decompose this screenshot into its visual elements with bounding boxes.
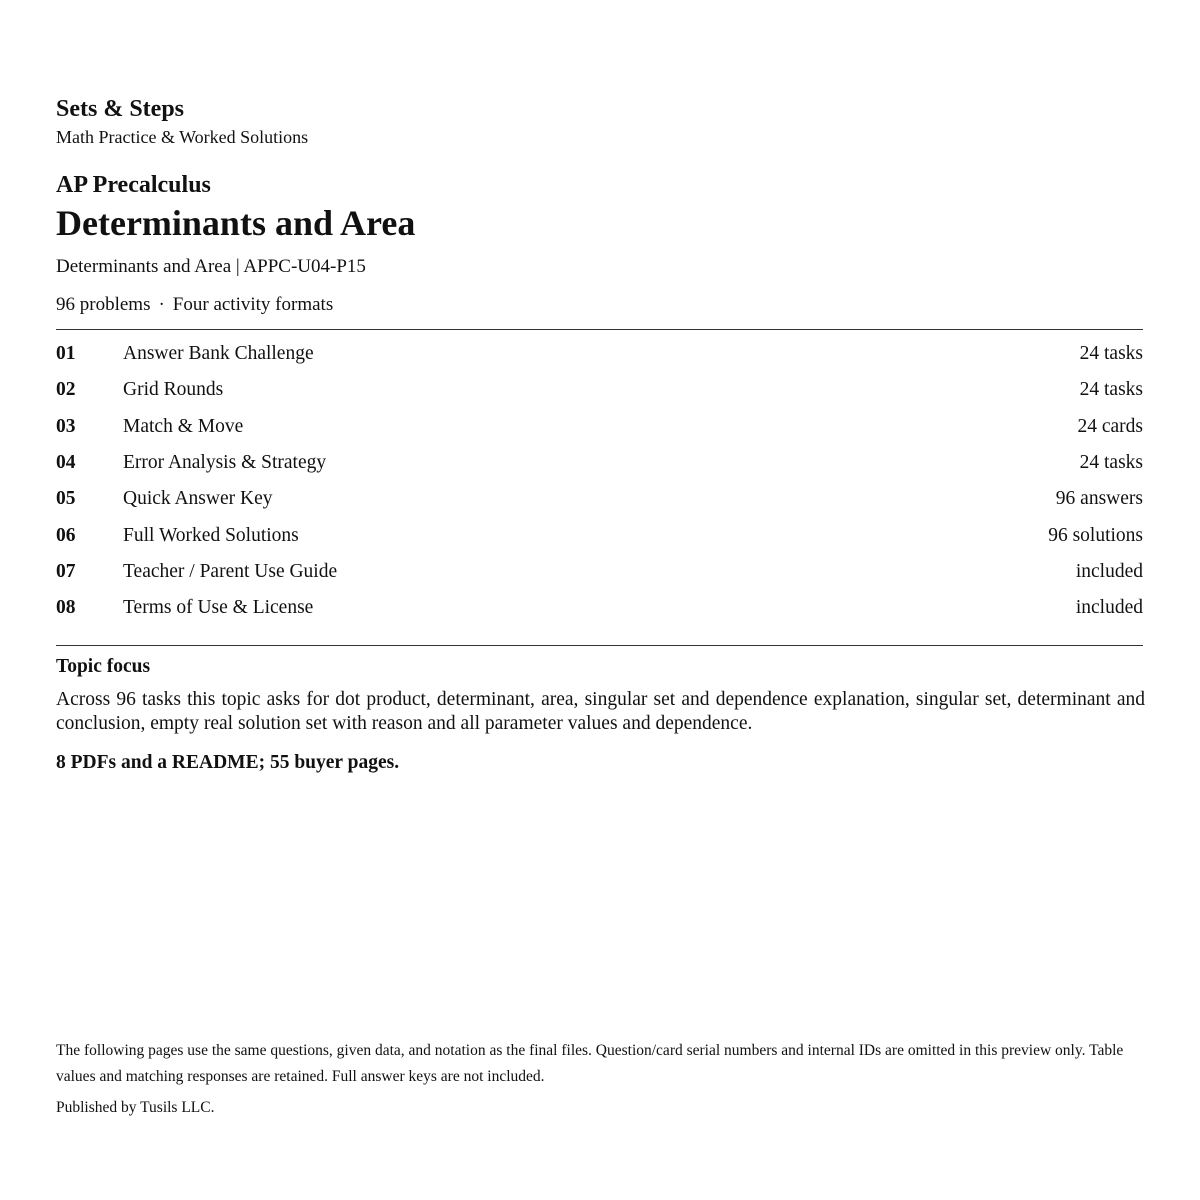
brand-name: Sets & Steps [56,96,185,122]
contents-number: 08 [56,597,76,619]
contents-number: 07 [56,560,76,582]
contents-count: included [1075,597,1143,619]
contents-label: Terms of Use & License [123,597,314,619]
contents-count: included [1075,560,1143,582]
contents-row [56,445,1143,481]
publisher-line: Published by Tusils LLC. [56,1099,215,1116]
contents-number: 06 [56,524,76,546]
product-preview-page [56,0,1143,1200]
contents-row [56,517,1143,553]
contents-row [56,409,1143,445]
contents-count: 96 solutions [1048,524,1143,546]
contents-number: 04 [56,452,76,474]
contents-row [56,372,1143,408]
contents-label: Teacher / Parent Use Guide [123,560,338,582]
contents-row [56,336,1143,372]
deliverables-summary: 8 PDFs and a README; 55 buyer pages. [56,752,400,773]
contents-count: 24 tasks [1079,343,1143,365]
contents-count: 24 tasks [1079,452,1143,474]
brand-tagline: Math Practice & Worked Solutions [56,127,309,147]
contents-row [56,590,1143,626]
contents-number: 03 [56,415,76,437]
top-divider [56,329,1143,330]
product-meta [56,293,333,317]
contents-row [56,481,1143,517]
contents-label: Answer Bank Challenge [123,343,314,365]
topic-focus-heading: Topic focus [56,656,151,677]
page-title: Determinants and Area [56,203,416,243]
bottom-divider [56,645,1143,646]
activity-formats: Four activity formats [172,294,334,315]
meta-separator: · [158,294,165,315]
topic-focus-text: Across 96 tasks this topic asks for dot product, determinant, area, singular set and dependence explanation, singular set, determinant and conclusion, empty real solution set with reason and all parameter values and dependence. [56,689,1145,734]
course-name: AP Precalculus [56,172,211,198]
contents-label: Match & Move [123,415,244,437]
contents-number: 05 [56,488,76,510]
page-subtitle: Determinants and Area | APPC-U04-P15 [56,256,366,277]
problem-count: 96 problems [56,294,151,315]
contents-number: 02 [56,379,76,401]
contents-label: Error Analysis & Strategy [123,452,327,474]
contents-count: 24 cards [1077,415,1143,437]
preview-note: The following pages use the same questions, given data, and notation as the final files. Question/card serial numbers and internal IDs are omitted in this preview only. Table values and matching responses are retained. Full answer keys are not included. [56,1042,1124,1085]
contents-list [56,336,1143,626]
contents-count: 96 answers [1055,488,1143,510]
contents-row [56,554,1143,590]
contents-count: 24 tasks [1079,379,1143,401]
contents-label: Full Worked Solutions [123,524,299,546]
contents-label: Quick Answer Key [123,488,273,510]
contents-label: Grid Rounds [123,379,224,401]
contents-number: 01 [56,343,76,365]
